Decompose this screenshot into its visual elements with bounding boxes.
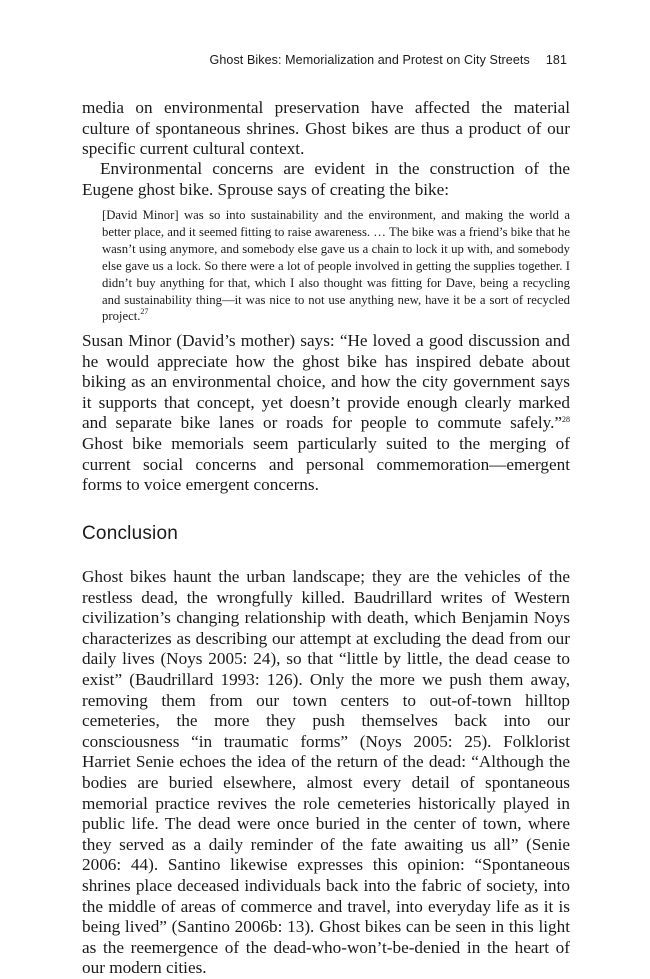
page-number: 181 xyxy=(545,53,567,67)
paragraph-susan-minor-text-a: Susan Minor (David’s mother) says: “He loved a good discussion and he would appreciate how the ghost bike has inspired debate about biking as an environmental choice, and how the city government says it supports that concept, yet doesn’t provide enough clearly marked and separate bike lanes or roads for people to commute safely.” xyxy=(82,331,570,433)
paragraph-susan-minor-text-b: Ghost bike memorials seem particularly suited to the merging of current social concerns and personal commemoration—emergent forms to voice emergent concerns. xyxy=(82,433,570,495)
paragraph-conclusion: Ghost bikes haunt the urban landscape; they are the vehicles of the restless dead, the wrongfully killed. Baudrillard writes of Western civilization’s changing relationship with death, which Benjamin Noys characterizes as describing our attempt at excluding the dead from our daily lives (Noys 2005: 24), so that “little by little, the dead cease to exist” (Baudrillard 1993: 126). Only the more we push them away, removing them from our town centers to out-of-town hilltop cemeteries, the more they push themselves back into our consciousness “in traumatic forms” (Noys 2005: 25). Folklorist Harriet Senie echoes the idea of the return of the dead: “Although the bodies are buried elsewhere, almost every detail of spontaneous memorial practice revives the role cemeteries historically played in public life. The dead were once buried in the center of town, where they served as a daily reminder of the fate awaiting us all” (Senie 2006: 44). Santino likewise expresses this opinion: “Spontaneous shrines place deceased individuals back into the fabric of society, into the middle of areas of commerce and travel, into everyday life as it is being lived” (Santino 2006b: 13). Ghost bikes can be seen in this light as the reemergence of the dead-who-won’t-be-denied in the heart of our modern cities. xyxy=(82,567,570,978)
paragraph-continuation: media on environmental preservation have affected the material culture of spontaneous shrines. Ghost bikes are thus a product of our specific current cultural context. xyxy=(82,98,570,159)
running-header xyxy=(210,53,567,67)
footnote-marker-27: 27 xyxy=(140,307,149,317)
section-heading-conclusion: Conclusion xyxy=(82,523,178,544)
block-quote xyxy=(102,207,570,325)
paragraph-eugene-bike: Environmental concerns are evident in the construction of the Eugene ghost bike. Sprouse says of creating the bike: xyxy=(82,159,570,199)
block-quote-text: [David Minor] was so into sustainability and the environment, and making the world a better place, and it seemed fitting to raise awareness. … The bike was a friend’s bike that he wasn’t using anymore, and somebody else gave us a chain to lock it up with, and somebody else gave us a lock. So there were a lot of people involved in getting the supplies together. I didn’t buy anything for that, which I also thought was fitting for Dave, being a recycling and sustainability thing—it was nice to not use anything new, have it be a sort of recycled project. xyxy=(102,208,570,324)
running-title: Ghost Bikes: Memorialization and Protest on City Streets xyxy=(209,53,530,67)
footnote-marker-28: 28 xyxy=(562,415,570,425)
paragraph-susan-minor xyxy=(82,331,570,496)
